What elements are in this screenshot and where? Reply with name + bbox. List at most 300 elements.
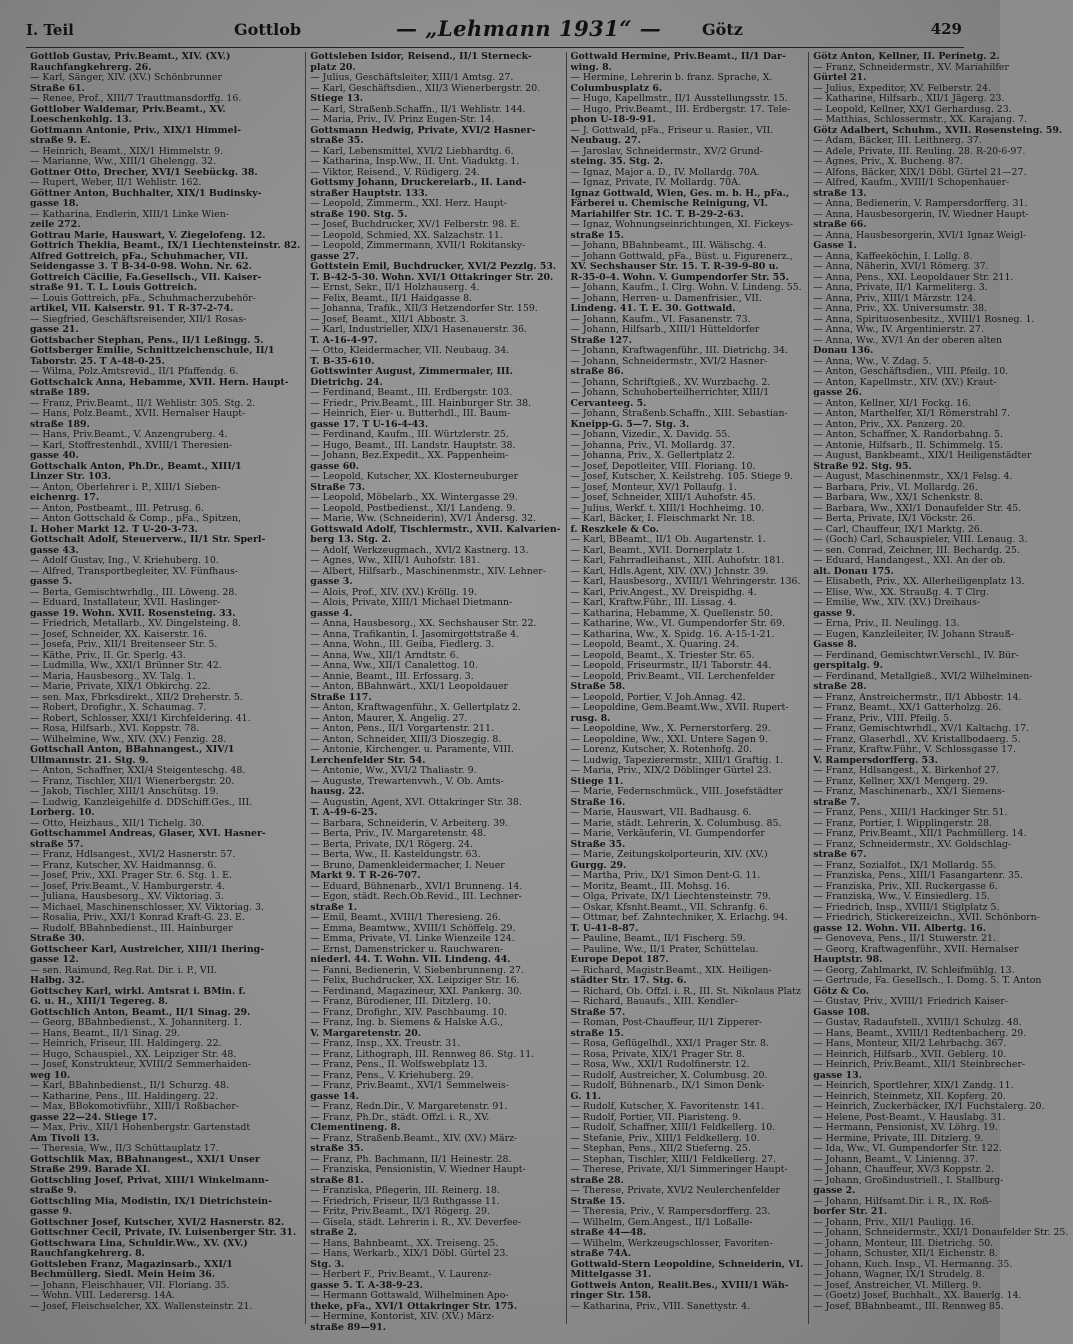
directory-entry-line: Stg. 3. <box>310 1258 345 1270</box>
directory-entry-line: — Leopold, Friseurmstr., II/1 Taborstr. 44. <box>570 660 772 671</box>
directory-entry-line: — Franz, Lithograph, III. Rennweg 86. Stg. 11. <box>310 1048 535 1060</box>
directory-entry-line: Straße 30. <box>30 933 85 944</box>
directory-entry-line: — Hans, Monteur, XII/2 Lehrbachg. 367. <box>813 1038 1007 1049</box>
last-entry-name: Götz <box>702 20 743 39</box>
header-rule <box>26 47 964 48</box>
directory-entry-line: Gottwald-Stern Leopoldine, Schneiderin, VI. <box>570 1258 804 1270</box>
directory-entry-line: — Franziska, Priv., XII. Ruckergasse 6. <box>813 880 998 892</box>
directory-entry-line: — Jakob, Tischler, XIII/1 Anschütsg. 19. <box>30 786 219 797</box>
directory-entry-line: — Anton, BBahnwärt., XXI/1 Leopoldauer <box>310 681 508 692</box>
directory-entry-line: Färberei u. Chemische Reinigung, VI. <box>570 198 768 209</box>
directory-entry-line: — Anna, Hausbesorgerin, XVI/1 Ignaz Weigl- <box>813 229 1027 241</box>
directory-entry-line: — Katharine, Ww., VI. Gumpendorfer Str. 69. <box>570 618 785 629</box>
directory-entry-line: Gottschling Josef, Privat, XIII/1 Winkelmann- <box>30 1174 269 1186</box>
directory-entry-line: straße 190. Stg. 5. <box>310 208 408 220</box>
directory-entry-line: — Franz, Schneidermstr., XV. Mariahilfer <box>813 61 1009 73</box>
directory-entry-line: — Ferdinand, Gemischtwr.Verschl., IV. Bür- <box>813 649 1019 661</box>
directory-entry-line: — Felix, Buchdrucker, XX. Leipziger Str. 16. <box>310 975 520 986</box>
directory-entry-line: Gottschey Karl, wirkl. Amtsrat i. BMin. f. <box>30 985 246 997</box>
directory-entry-line: — Barbara, Priv., VI. Mollardg. 26. <box>813 481 978 493</box>
directory-entry-line: Straße 15. <box>570 1195 626 1207</box>
directory-entry-line: Gottschlik Max, BBahnangest., XXI/1 Unser <box>30 1153 260 1165</box>
directory-entry-line: — Hermann, Pensionist, XV. Löhrg. 19. <box>813 1122 998 1133</box>
directory-entry-line: — Johann Gottwald, pFa., Büst. u. Figurenerz., <box>570 250 793 262</box>
directory-entry-line: — Hans, Bahnbeamt., XX. Treiseng. 25. <box>310 1237 499 1249</box>
directory-entry-line: — Karl, Fahrradleihanst., XIII. Auhofstr. 181. <box>570 555 785 566</box>
directory-entry-line: — Egon, städt. Rech.Ob.Revid., III. Lechner- <box>310 891 522 902</box>
directory-entry-line: — Anna, Näherin, XVI/1 Römerg. 37. <box>813 261 989 272</box>
directory-entry-line: — Josef, Priv., XXI. Prager Str. 6. Stg. 1. E. <box>30 870 232 881</box>
directory-entry-line: Dietrichg. 24. <box>310 376 383 388</box>
directory-entry-line: Gottschalk Anton, Ph.Dr., Beamt., XIII/1 <box>30 460 242 472</box>
directory-entry-line: — Franz, Pens., II. Wolfswebplatz 13. <box>310 1059 488 1070</box>
directory-entry-line: — Hugo, Schauspiel., XX. Leipziger Str. 48. <box>30 1048 237 1060</box>
directory-entry-line: — Agnes, Priv., X. Bucheng. 87. <box>813 156 963 167</box>
directory-entry-line: — Anna, Hausbesorgerin, IV. Wiedner Haupt- <box>813 208 1029 220</box>
directory-entry-line: — Franz, Priv., VIII. Pfeilg. 5. <box>813 712 953 724</box>
directory-entry-line: — Franz, Bürodiener, III. Ditzlerg. 10. <box>310 996 491 1007</box>
directory-entry-line: — Eduard, Handangest., XXI. An der ob. <box>813 555 1006 566</box>
directory-entry-line: gasse 22—24. Stiege 17. <box>30 1111 158 1123</box>
directory-entry-line: Straße 61. <box>30 82 85 94</box>
directory-entry-line: straße 89—91. <box>310 1321 387 1333</box>
directory-entry-line: straßer Hauptstr. 133. <box>310 187 428 199</box>
directory-entry-line: Straße 299. Barade XI. <box>30 1164 151 1175</box>
directory-columns <box>26 51 1069 1333</box>
directory-entry-line: — Adolf, Werkzeugmach., XVI/2 Kastnerg. 13. <box>310 544 529 556</box>
directory-entry-line: — Anna, Ww., IV. Argentinierstr. 27. <box>813 324 984 335</box>
directory-entry-line: — Franz, Gemischtwrhdl., XV/1 Kaltachg. 17. <box>813 723 1030 734</box>
directory-entry-line: — Leopold, Kellner, XX/1 Gerhardusg. 23. <box>813 103 1012 115</box>
directory-entry-line: — Franz, Portier, I. Wipplingerstr. 28. <box>813 817 992 829</box>
directory-entry-line: — Katharina, Hebamme, X. Quellenstr. 50. <box>570 607 773 619</box>
directory-entry-line: gasse 13. <box>813 1069 862 1081</box>
directory-entry-line: straße 189. <box>30 418 90 430</box>
column-1 <box>26 52 306 1324</box>
directory-entry-line: straße 13. <box>813 187 867 199</box>
directory-entry-line: — Maria, Hausbesorg., XV. Talg. 1. <box>30 670 196 682</box>
directory-entry-line: Europe Depot 187. <box>570 954 669 965</box>
directory-entry-line: — Emma, Beamtww., XVIII/1 Schöffelg. 29. <box>310 922 516 934</box>
directory-entry-line: Gottswald Adolf, Tischlermstr., XVII. Kalvarien- <box>310 523 561 535</box>
directory-entry-line: berg 13. Stg. 2. <box>310 534 392 545</box>
directory-entry-line: Lerchenfelder Str. 54. <box>310 754 426 766</box>
directory-entry-line: — Siegfried, Geschäftsreisender, XII/1 Rosas- <box>30 313 247 325</box>
directory-entry-line: Gottsberger Emilie, Schnittzeichenschule, II/1 <box>30 345 275 356</box>
directory-entry-line: gasse 3. <box>310 576 353 587</box>
directory-entry-line: rusg. 8. <box>570 712 611 724</box>
directory-entry-line: — Ernst, Damenstricker u. Rauchwaren- <box>310 943 504 955</box>
directory-entry-line: — Emil, Beamt., XVIII/1 Theresieng. 26. <box>310 912 501 923</box>
directory-entry-line: — Johann, Schneidermstr., XXI/1 Donaufelder Str. 25. <box>813 1227 1069 1238</box>
directory-entry-line: niederl. 44. T. Wohn. VII. Lindeng. 44. <box>310 954 511 965</box>
directory-entry-line: — Wohn. VIII. Lederersg. 14A. <box>30 1290 176 1301</box>
directory-entry-line: Straße 117. <box>310 691 372 703</box>
directory-title: — „Lehmann 1931“ — <box>396 16 662 41</box>
directory-entry-line: — Friedr., Priv.Beamt., III. Hainburger Str. 38. <box>310 397 532 409</box>
directory-entry-line: — Antonie, Hilfsarb., II. Schimmelg. 15. <box>813 439 1004 451</box>
directory-entry-line: — sen. Conrad, Zeichner, III. Bechardg. 25. <box>813 544 1020 556</box>
directory-entry-line: — Hermine, Kontorist, XIV. (XV.) März- <box>310 1311 495 1322</box>
directory-entry-line: — Franz, Beamt., XX/1 Gatterholzg. 26. <box>813 702 1002 713</box>
directory-entry-line: — Ida, Ww., VI. Gumpendorfer Str. 122. <box>813 1143 1002 1154</box>
directory-entry-line: T. A-16-4-97. <box>310 334 378 346</box>
directory-entry-line: Gottschling Mia, Modistin, IX/1 Dietrichstein- <box>30 1195 273 1207</box>
directory-entry-line: — Anton, Kellner, XI/1 Fockg. 16. <box>813 397 972 409</box>
directory-entry-line: — Viktor, Reisend., V. Rüdigerg. 24. <box>310 166 480 178</box>
directory-entry-line: Cervanteeg. 5. <box>570 397 647 409</box>
directory-entry-line: Gasse 108. <box>813 1006 870 1018</box>
directory-entry-line: — Anton, Marthelfer, XI/1 Römerstrahl 7. <box>813 408 1010 419</box>
directory-entry-line: — Katharine, Pens., III. Haldingerg. 22. <box>30 1090 219 1102</box>
directory-entry-line: Gottrich Theklia, Beamt., IX/1 Liechtensteinstr. 82. <box>30 240 301 251</box>
page-header <box>26 14 964 46</box>
directory-entry-line: — Heinrich, Eier- u. Butterhdl., III. Baum- <box>310 408 511 419</box>
directory-entry-line: Gottlob Gustav, Priv.Beamt., XIV. (XV.) <box>30 51 231 62</box>
directory-entry-line: — Therese, Private, XVI/2 Neulerchenfelder <box>570 1185 781 1196</box>
directory-entry-line: platz 20. <box>310 61 356 73</box>
directory-entry-line: Linzer Str. 103. <box>30 471 111 482</box>
directory-entry-line: — Marie, Private, XIX/1 Obkirchg. 22. <box>30 681 211 692</box>
directory-entry-line: — Franz, Hdlsangest., X. Birkenhof 27. <box>813 765 1000 776</box>
directory-entry-line: Gottschall Anton, BBahnangest., XIV/1 <box>30 744 235 755</box>
directory-entry-line: gasse 21. <box>30 324 79 335</box>
directory-entry-line: — Olga, Private, IX/1 Liechtensteinstr. 79. <box>570 891 772 902</box>
directory-entry-line: — Ferdinand, Kaufm., III. Würtzlerstr. 25. <box>310 429 509 440</box>
directory-entry-line: — Maria, Priv., IV. Prinz Eugen-Str. 14. <box>310 114 495 125</box>
directory-entry-line: — Franz, Priv.Beamt., XII/1 Pachmüllerg. 14. <box>813 828 1027 839</box>
directory-entry-line: — Auguste, Trewartenvwh., V. Ob. Amts- <box>310 775 504 787</box>
directory-entry-line: gasse 9. <box>813 607 856 619</box>
directory-entry-line: — Marie, Ww. (Schneiderin), XV/1 Ändersg. 32. <box>310 513 537 524</box>
directory-entry-line: straße 189. <box>30 387 90 398</box>
directory-entry-line: Gurgg. 29. <box>570 859 627 871</box>
directory-entry-line: gasse 43. <box>30 544 79 556</box>
directory-entry-line: — (Goetz) Josef, Buchhalt., XX. Bauerlg. 14. <box>813 1290 1022 1301</box>
directory-entry-line: — Franz, Kraftw.Führ., V. Schlossgasse 17. <box>813 744 1016 755</box>
directory-entry-line: Gottschalck Anna, Hebamme, XVII. Hern. Haupt- <box>30 376 289 388</box>
directory-entry-line: straße 66. <box>813 219 867 230</box>
directory-entry-line: Göttner Anton, Buchhalter, XIX/1 Budinsky- <box>30 187 262 199</box>
directory-entry-line: — Franz, Maschinenarb., XX/1 Siemens- <box>813 786 1005 797</box>
directory-entry-line: — Leopold, Portier, V. Joh.Annag. 42. <box>570 691 746 703</box>
directory-entry-line: — Anna, Ww., V. Zdag. 5. <box>813 355 932 367</box>
directory-entry-line: — Karl, Bäcker, I. Fleischmarkt Nr. 18. <box>570 513 756 524</box>
directory-entry-line: — Johann, BBahnbeamt., III. Wälischg. 4. <box>570 240 767 251</box>
directory-entry-line: — Karl, Lebensmittel, XVI/2 Liebhardtg. 6. <box>310 145 514 157</box>
directory-entry-line: — Georg, Kraftwagenführ., XVII. Hernalser <box>813 943 1019 955</box>
directory-entry-line: straße 1. <box>310 901 358 913</box>
directory-entry-line: XV. Sechshauser Str. 15. T. R-39-9-80 u. <box>570 261 779 272</box>
directory-entry-line: Gottsleben Franz, Magazinsarb., XXI/1 <box>30 1258 233 1270</box>
directory-entry-line: T. A-49-6-25. <box>310 807 378 818</box>
directory-entry-line: f. Reszkele & Co. <box>570 523 659 535</box>
directory-entry-line: — Franz, Sozialfot., IX/1 Mollardg. 55. <box>813 859 997 871</box>
directory-entry-line: — Rosalia, Priv., XXI/1 Konrad Kraft-G. 23. E. <box>30 912 245 923</box>
directory-entry-line: — Max, Priv., XII/1 Hohenbergstr. Gartenstadt <box>30 1122 251 1133</box>
directory-entry-line: gasse 2. <box>813 1185 856 1196</box>
directory-entry-line: — Felix, Beamt., II/1 Haidgasse 8. <box>310 292 473 304</box>
directory-entry-line: — Adele, Private, III. Reuling. 28. R-20-6-97. <box>813 145 1026 157</box>
directory-entry-line: Gottschwara Lina, Schuldir.Ww., XV. (XV.) <box>30 1237 248 1249</box>
directory-entry-line: — Anton, Priv., XX. Panzerg. 20. <box>813 418 966 430</box>
directory-entry-line: — Anna, Wohn., III. Geiba, Fiedlerg. 3. <box>310 639 495 650</box>
directory-entry-line: Gottrau Marie, Hauswart, V. Ziegelofeng. 12. <box>30 229 266 241</box>
directory-entry-line: — Anton, Schaffner, XXI/4 Steigenteschg. 48. <box>30 765 246 776</box>
directory-entry-line: — Anton Gottschald & Comp., pFa., Spitzen, <box>30 513 241 524</box>
directory-entry-line: — Matthias, Schlossermstr., XX. Karajang. 7. <box>813 114 1027 125</box>
directory-entry-line: gasse 5. T. A-38-9-23. <box>310 1279 423 1291</box>
directory-entry-line: — Johann, Kuch. Insp., VI. Hermanng. 35. <box>813 1258 1013 1270</box>
directory-entry-line: — Marie, Zeitungskolporteurin, XIV. (XV.) <box>570 849 768 860</box>
directory-entry-line: Rauchfangkehrerg. 26. <box>30 61 152 73</box>
directory-entry-line: — Berta, Private, IX/1 Vöckstr. 26. <box>813 513 976 524</box>
directory-entry-line: — Gertrude, Fa. Gesellsch., I. Domg. 5. T. Anton <box>813 975 1042 986</box>
directory-entry-line: Götz Adalbert, Schuhm., XVII. Rosensteing. 59. <box>813 124 1063 136</box>
directory-entry-line: — Katharina, Priv., VIII. Sanettystr. 4. <box>570 1300 751 1312</box>
directory-entry-line: Neubaug. 27. <box>570 135 641 146</box>
directory-entry-line: Gottmann Antonie, Priv., XIX/1 Himmel- <box>30 124 242 136</box>
directory-entry-line: — Leopold, Möbelarb., XX. Wintergasse 29. <box>310 492 518 503</box>
directory-entry-line: phon U-18-9-91. <box>570 114 656 125</box>
directory-entry-line: — Hans, Beamt., XVIII/1 Redtenbacherg. 29. <box>813 1027 1027 1039</box>
directory-entry-line: straße 35. <box>310 1143 364 1154</box>
directory-entry-line: Gottschammel Andreas, Glaser, XVI. Hasner- <box>30 828 266 839</box>
directory-entry-line: — Oskar, Kfsnht.Beamt., VII. Schranfg. 6. <box>570 901 769 913</box>
directory-entry-line: — Emilie, Ww., XIV. (XV.) Dreihaus- <box>813 597 981 608</box>
directory-entry-line: — Josef, Depotleiter, VIII. Floriang. 10. <box>570 460 756 472</box>
directory-entry-line: — Friedrich, Metallarb., XV. Dingelsteing. 8. <box>30 618 242 629</box>
directory-entry-line: Straße 73. <box>310 481 366 493</box>
directory-entry-line: — Anna, Ww., XV/1 An der oberen alten <box>813 334 1003 346</box>
directory-entry-line: — Karl, Geschäftsdien., XII/3 Wienerbergstr. 20. <box>310 82 541 94</box>
directory-page <box>26 14 1069 1333</box>
directory-entry-line: — Hans, Priv.Beamt., V. Anzengruberg. 4. <box>30 429 228 440</box>
directory-entry-line: Halbg. 32. <box>30 975 85 986</box>
directory-entry-line: — Bruno, Damenkleidermacher, I. Neuer <box>310 859 505 871</box>
directory-entry-line: — Agnes, Ww., XIII/1 Auhofstr. 181. <box>310 555 480 566</box>
directory-entry-line: — Moritz, Beamt., III. Mohsg. 16. <box>570 880 730 892</box>
directory-entry-line: — Franz, Priv.Beamt., II/1 Wehlistr. 305. Stg. 2. <box>30 397 256 409</box>
directory-entry-line: — Alois, Private, XIII/1 Michael Dietmann- <box>310 597 513 608</box>
directory-entry-line: — Anton, Schaffner, X. Randorbahng. 5. <box>813 429 1003 440</box>
directory-entry-line: G. u. H., XIII/1 Tegereg. 8. <box>30 996 168 1007</box>
directory-entry-line: — Karl, BBeamt., II/1 Ob. Augartenstr. 1. <box>570 534 766 545</box>
directory-entry-line: Gottner Otto, Drecher, XVI/1 Seebückg. 38. <box>30 166 258 178</box>
directory-entry-line: — Josef, Schneider, XIII/1 Auhofstr. 45. <box>570 492 756 503</box>
directory-entry-line: gasse 18. <box>30 198 79 209</box>
directory-entry-line: — Berta, Gemischtwrhdlg., III. Löweng. 28. <box>30 586 238 598</box>
directory-entry-line: — Carl, Chauffeur, IX/1 Marktg. 26. <box>813 523 983 535</box>
directory-entry-line: alt. Donau 175. <box>813 565 894 577</box>
directory-entry-line: — Johann, Schuhoberteilherrichter, XIII/1 <box>570 387 770 398</box>
directory-entry-line: — Josef, Kutscher, X. Keilstrehg. 105. Stiege 9. <box>570 471 794 482</box>
directory-entry-line: — Karl, Straßenb.Schaffn., II/1 Wehlistr. 144. <box>310 103 526 115</box>
directory-entry-line: — Rudolf, Portier, VII. Piaristeng. 9. <box>570 1111 742 1123</box>
directory-entry-line: Gottschlich Anton, Beamt., II/1 Sinag. 29. <box>30 1006 251 1018</box>
directory-entry-line: — Franz, Schneidermstr., XV. Goldschlag- <box>813 838 1012 850</box>
directory-entry-line: — Berta, Priv., IV. Margaretenstr. 48. <box>310 828 487 839</box>
directory-entry-line: R-35-0-4. Wohn. V. Gumpendorfer Str. 55. <box>570 271 790 283</box>
directory-entry-line: — Rudolf, Kutscher, X. Favoritenstr. 141. <box>570 1101 765 1112</box>
directory-entry-line: V. Rampersdorfferg. 53. <box>813 754 938 766</box>
directory-entry-line: T. B-42-5-30. Wohn. XVI/1 Ottakringer Str. 20. <box>310 271 554 283</box>
directory-entry-line: — Josef, Anstreicher, VI. Millerg. 9. <box>813 1279 982 1291</box>
directory-entry-line: — Johann, Schuster, XII/1 Eichenstr. 8. <box>813 1248 998 1259</box>
directory-entry-line: Gottlober Waldemar, Priv.Beamt., XV. <box>30 103 226 115</box>
directory-entry-line: G. 11. <box>570 1090 602 1102</box>
directory-entry-line: Markt 9. T R-26-707. <box>310 870 421 881</box>
directory-entry-line: gasse 17. T U-16-4-43. <box>310 418 429 430</box>
directory-entry-line: — Karl, Industrieller, XIX/1 Hasenauerstr. 36. <box>310 324 527 335</box>
directory-entry-line: gasse 27. <box>310 250 360 262</box>
directory-entry-line: — Hermine, Lehrerin b. franz. Sprache, X. <box>570 72 773 83</box>
directory-entry-line: — Hermann Gottswald, Wilhelminen Apo- <box>310 1290 509 1301</box>
directory-entry-line: — Franz, Ing. b. Siemens & Halske A.G., <box>310 1017 504 1028</box>
directory-entry-line: — Anton, Maurer, X. Angelig. 27. <box>310 712 468 724</box>
directory-entry-line: — Marie, Hauswart, VII. Badhausg. 6. <box>570 807 752 818</box>
directory-entry-line: — Ignaz, Wohnungseinrichtungen, XI. Fickeys- <box>570 219 794 230</box>
directory-entry-line: — Rudolf, BBahnbedienst., III. Hainburger <box>30 922 233 934</box>
directory-entry-line: — Rosa, Geflügelhdl., XXI/1 Prager Str. 8. <box>570 1038 769 1049</box>
directory-entry-line: — Wilhelm, Gem.Angest., II/1 Loßalle- <box>570 1216 753 1228</box>
directory-entry-line: gasse 5. <box>30 576 73 587</box>
directory-entry-line: — Franz, Glaserhdl., XV. Kristallbodaerg. 5. <box>813 733 1021 745</box>
directory-entry-line: — Franz, Ph.Dr., städt. Offzl. i. R., XV. <box>310 1111 490 1123</box>
directory-entry-line: — Johann, Fleischhauer, VII. Floriang. 35. <box>30 1279 230 1291</box>
directory-entry-line: — Hans, Beamt., II/1 Sinag. 29. <box>30 1027 180 1039</box>
directory-entry-line: — Emma, Private, VI. Linke Wienzeile 124. <box>310 933 515 944</box>
directory-entry-line: — Franz, Insp., XX. Treustr. 31. <box>310 1038 461 1049</box>
directory-entry-line: — Franziska, Ww., V. Einsiedlerg. 15. <box>813 891 990 902</box>
directory-entry-line: Gottstein Emil, Buchdrucker, XVI/2 Pezzlg. 53. <box>310 261 557 272</box>
directory-entry-line: — Johanna, Priv., VI. Mollardg. 37. <box>570 439 736 451</box>
directory-entry-line: — Anton, Pens., II/1 Vorgartenstr. 211. <box>310 723 494 734</box>
directory-entry-line: — Anna, Spirituosenbesitz., XVIII/1 Rosneg. 1. <box>813 313 1035 325</box>
directory-entry-line: — Karl, Beamt., XVII. Dornerplatz 1. <box>570 544 745 556</box>
directory-entry-line: — Augustin, Agent, XVI. Ottakringer Str. 38. <box>310 796 522 808</box>
directory-entry-line: steing. 35. Stg. 2. <box>570 156 664 167</box>
directory-entry-line: T. U-41-8-87. <box>570 922 639 934</box>
directory-entry-line: — Friedrich, Insp., XVIII/1 Stiglplatz 5. <box>813 901 1000 913</box>
directory-entry-line: straße 15. <box>570 1027 624 1039</box>
directory-entry-line: — Johann, Hilfsamt.Dir. i. R., IX. Roß- <box>813 1195 992 1207</box>
directory-entry-line: — Eduard, Installateur, XVII. Haslinger- <box>30 597 221 608</box>
directory-entry-line: — Maria, Priv., XIX/2 Döblinger Gürtel 23. <box>570 765 772 776</box>
directory-entry-line: — (Goch) Carl, Schauspieler, VIII. Lenaug. 3. <box>813 534 1028 545</box>
directory-entry-line: — Herbert F., Priv.Beamt., V. Laurenz- <box>310 1269 492 1280</box>
directory-entry-line: — Katharina, Insp.Ww., II. Unt. Viaduktg. 1. <box>310 156 520 167</box>
directory-entry-line: — Franz, Anstreichermstr., II/1 Abbostr. 14. <box>813 691 1022 703</box>
directory-entry-line: straße 44—48. <box>570 1227 647 1238</box>
directory-entry-line: — Karl, Kraftw.Führ., III. Lissag. 4. <box>570 597 737 608</box>
directory-entry-line: — Michael, Maschinenschlosser, XV. Viktoriag. 3. <box>30 901 265 913</box>
directory-entry-line: — Renee, Prof., XIII/7 Trauttmansdorffg. 16. <box>30 93 242 104</box>
directory-entry-line: Lindeng. 41. T. E. 30. Gottwald. <box>570 303 736 314</box>
directory-entry-line: ringer Str. 158. <box>570 1290 652 1301</box>
directory-entry-line: — Berta, Ww., II. Kasteldungstr. 63. <box>310 849 481 860</box>
directory-entry-line: Gottreich Cäcilie, Fa.Gesellsch., VII. Kaiser- <box>30 271 262 283</box>
directory-entry-line: — Therese, Private, XI/1 Simmeringer Haupt- <box>570 1164 788 1175</box>
directory-entry-line: Straße 92. Stg. 95. <box>813 460 912 472</box>
directory-entry-line: — Antonie, Kirchenger. u. Paramente, VIII. <box>310 744 514 755</box>
directory-entry-line: Gasse 1. <box>813 240 857 251</box>
directory-entry-line: — Anton, Geschäftsdien., VIII. Pfeilg. 10. <box>813 366 1009 377</box>
directory-entry-line: theke, pFa., XVI/1 Ottakringer Str. 175. <box>310 1300 518 1312</box>
directory-entry-line: — Anton, Kapellmstr., XIV. (XV.) Kraut- <box>813 376 997 388</box>
directory-entry-line: — Otto, Kleidermacher, VII. Neubaug. 34. <box>310 345 510 356</box>
directory-entry-line: — Barbara, Ww., XXI/1 Donaufelder Str. 45. <box>813 502 1022 514</box>
directory-entry-line: — Leopoldine, Ww., X. Pernerstorferg. 29. <box>570 723 771 734</box>
directory-entry-line: Gottsleben Isidor, Reisend., II/1 Sterneck- <box>310 51 532 62</box>
directory-entry-line: — Anna, Hausbesorg., XX. Sechshauser Str. 22. <box>310 618 537 629</box>
directory-entry-line: — Ignaz, Major a. D., IV. Mollardg. 70A. <box>570 166 760 178</box>
directory-entry-line: gerspitalg. 9. <box>813 660 883 671</box>
directory-entry-line: — Leopold, Beamt., X. Triester Str. 65. <box>570 649 755 661</box>
directory-entry-line: straße 9. E. <box>30 135 91 146</box>
directory-entry-line: — Max, BBokomotivführ., XIII/1 Roßbacher- <box>30 1101 239 1112</box>
directory-entry-line: — Ernst, Sekr., II/1 Holzhauserg. 4. <box>310 282 480 293</box>
directory-entry-line: gasse 4. <box>310 607 353 619</box>
directory-entry-line: — Antonie, Ww., XVI/2 Thaliastr. 9. <box>310 765 477 776</box>
directory-entry-line: Clementineng. 8. <box>310 1122 401 1133</box>
directory-entry-line: — Johanna, Trafik., XII/3 Hetzendorfer Str. 159. <box>310 303 538 314</box>
directory-entry-line: — Ferdinand, Metallgieß., XVI/2 Wilhelminen- <box>813 670 1033 682</box>
directory-entry-line: — Hermine, Private, III. Ditzlerg. 9. <box>813 1132 984 1144</box>
directory-entry-line: — Albert, Hilfsarb., Maschinenmstr., XIV. Lehner- <box>310 565 546 577</box>
directory-entry-line: Ullmannstr. 21. Stg. 9. <box>30 754 149 766</box>
directory-entry-line: — Hugo, Priv.Beamt., III. Erdbergstr. 17. Tele- <box>570 103 791 115</box>
directory-entry-line: — Johann, Großindustriell., I. Stallburg- <box>813 1174 1004 1186</box>
directory-entry-line: straße 86. <box>570 366 624 377</box>
directory-entry-line: gasse 12. <box>30 954 79 965</box>
column-4 <box>809 52 1073 1324</box>
directory-entry-line: — Johann, Wagner, IX/1 Strudelg. 8. <box>813 1269 985 1280</box>
directory-entry-line: gasse 40. <box>30 450 79 461</box>
directory-entry-line: — Anna, Priv., XIII/1 Märzstr. 124. <box>813 292 977 304</box>
directory-entry-line: — Wilhelmine, Ww., XIV. (XV.) Fenzig. 28. <box>30 733 227 745</box>
directory-entry-line: Columbusplatz 6. <box>570 82 663 94</box>
directory-entry-line: — Alois, Prof., XIV. (XV.) Kröllg. 19. <box>310 586 477 598</box>
directory-entry-line: gasse 14. <box>310 1090 360 1102</box>
directory-entry-line: Bechmüllerg. Siedl. Mein Heim 36. <box>30 1269 216 1280</box>
directory-entry-line: — Leopold, Zimmermann, XVII/1 Rokitansky- <box>310 240 526 251</box>
directory-entry-line: — Karl, Priv.Angest., XV. Dreispidhg. 4. <box>570 586 757 598</box>
directory-entry-line: — Annie, Beamt., III. Erfossarg. 3. <box>310 670 474 682</box>
directory-entry-line: straße 28. <box>813 681 867 692</box>
directory-entry-line: Straße 35. <box>570 838 626 850</box>
directory-entry-line: Rauchfangkehrerg. 8. <box>30 1248 145 1259</box>
directory-entry-line: Loeschenkohlg. 13. <box>30 114 132 125</box>
directory-entry-line: — Marie, Verkäuferin, VI. Gumpendorfer <box>570 828 765 839</box>
directory-entry-line: — Anna, Priv., XX. Universumstr. 38. <box>813 303 988 314</box>
directory-entry-line: — Gustav, Priv., XVIII/1 Friedrich Kaiser- <box>813 996 1008 1007</box>
directory-entry-line: — Theresia, Priv., V. Rampersdorfferg. 23. <box>570 1206 771 1217</box>
directory-entry-line: — Gustav, Radaufstell., XVIII/1 Schulzg. 48. <box>813 1017 1022 1028</box>
directory-entry-line: — Friedrich, Friseur, II/3 Ruthgasse 11. <box>310 1195 500 1207</box>
directory-entry-line: — Josef, Monteur, XV/1 Pollaufg. 1. <box>570 481 737 493</box>
directory-entry-line: — Johanna, Priv., X. Gellertplatz 2. <box>570 450 736 461</box>
directory-entry-line: wing. 8. <box>570 61 612 73</box>
directory-entry-line: — Erna, Priv., II. Neulingg. 13. <box>813 618 960 629</box>
directory-entry-line: — Johann, Herren- u. Damenfrisier., VII. <box>570 292 762 304</box>
directory-entry-line: Ignaz Gottwald, Wien, Ges. m. b. H., pFa., <box>570 187 790 199</box>
directory-entry-line: artikel, VII. Kaiserstr. 91. T R-37-2-74. <box>30 303 234 314</box>
directory-entry-line: — Adolf Gustav, Ing., V. Kriehuberg. 10. <box>30 555 219 566</box>
directory-entry-line: — Hans, Werkarb., XIX/1 Döbl. Gürtel 23. <box>310 1248 509 1259</box>
directory-entry-line: — Barbara, Schneiderin, V. Arbeiterg. 39. <box>310 817 509 829</box>
directory-entry-line: — Heinrich, Beamt., XIX/1 Himmelstr. 9. <box>30 145 224 157</box>
